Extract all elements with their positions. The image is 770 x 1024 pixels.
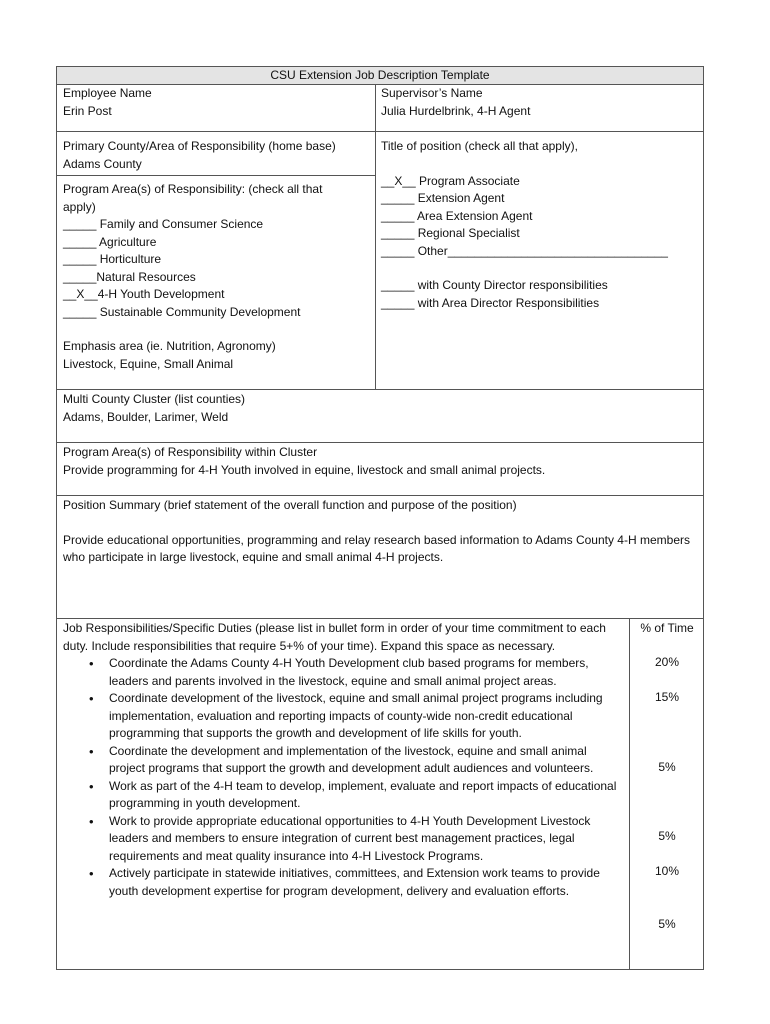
duty-item: • Actively participate in statewide initiatives, committees, and Extension work teams to provide youth development expertise for program development, delivery and evaluation efforts. bbox=[63, 865, 625, 900]
emphasis-value: Livestock, Equine, Small Animal bbox=[63, 356, 234, 371]
duty-item: • Coordinate development of the livestock, equine and small animal project programs including implementation, evaluation and reporting impacts of county-wide non-credit educational programming that supports the growth and development of life skills for youth. bbox=[63, 690, 625, 743]
position-title-item: _____ Extension Agent bbox=[381, 191, 505, 205]
duty-item: • Work as part of the 4-H team to develop, implement, evaluate and report impacts of educational programming in youth development. bbox=[63, 778, 625, 813]
duty-pct: 20% bbox=[654, 655, 680, 669]
primary-county-cell bbox=[63, 138, 371, 173]
program-area-item: _____ Horticulture bbox=[63, 252, 162, 266]
supervisor-cell bbox=[381, 85, 699, 120]
duty-item: • Coordinate the development and implementation of the livestock, equine and small animal project programs that support the growth and development adult audiences and volunteers. bbox=[63, 743, 625, 778]
divider bbox=[57, 389, 703, 390]
duty-pct: 5% bbox=[658, 917, 676, 931]
cluster-cell bbox=[63, 391, 699, 426]
cluster-areas-value: Provide programming for 4-H Youth involved in equine, livestock and small animal projects. bbox=[63, 462, 546, 477]
duty-item: • Work to provide appropriate educational opportunities to 4-H Youth Development Livestock leaders and members to ensure integration of current best management practices, legal requirements and meat quality insurance into 4-H Livestock Programs. bbox=[63, 813, 625, 866]
duty-pct: 10% bbox=[654, 864, 680, 878]
position-extra-item: _____ with Area Director Responsibilities bbox=[381, 295, 600, 310]
duties-list bbox=[63, 655, 625, 900]
position-title-item: _____ Area Extension Agent bbox=[381, 208, 533, 223]
position-title-cell bbox=[381, 138, 699, 312]
position-title-item: _____ Other_________________________________ bbox=[381, 243, 668, 258]
cluster-value: Adams, Boulder, Larimer, Weld bbox=[63, 409, 229, 424]
duties-label: Job Responsibilities/Specific Duties (please list in bullet form in order of your time commitment to each duty. Include responsibilities that require 5+% of your time). Expand this space as necessary. bbox=[63, 621, 606, 653]
program-area-item: _____ Sustainable Community Development bbox=[63, 304, 301, 319]
time-header: % of Time bbox=[640, 621, 694, 635]
duty-pct: 5% bbox=[658, 829, 676, 843]
program-areas-cell bbox=[63, 181, 355, 373]
employee-cell bbox=[63, 85, 373, 120]
cluster-areas-label: Program Area(s) of Responsibility within Cluster bbox=[63, 445, 318, 459]
position-title-item: __X__ Program Associate bbox=[381, 173, 520, 188]
duty-item: • Coordinate the Adams County 4-H Youth Development club based programs for members, leaders and parents involved in the livestock, equine and small animal project areas. bbox=[63, 655, 625, 690]
position-extra-item: _____ with County Director responsibilities bbox=[381, 278, 608, 292]
duty-pct: 15% bbox=[654, 690, 680, 704]
divider bbox=[375, 84, 376, 389]
duties-cell bbox=[63, 620, 625, 900]
program-area-item: __X__4-H Youth Development bbox=[63, 287, 225, 301]
employee-label: Employee Name bbox=[63, 86, 152, 100]
program-areas-label: Program Area(s) of Responsibility: (check all that apply) bbox=[63, 182, 323, 214]
position-title-item: _____ Regional Specialist bbox=[381, 226, 520, 240]
supervisor-label: Supervisor’s Name bbox=[381, 86, 483, 100]
divider bbox=[57, 442, 703, 443]
form-title: CSU Extension Job Description Template bbox=[57, 67, 703, 84]
job-description-form bbox=[56, 66, 704, 970]
divider bbox=[57, 175, 375, 176]
program-area-item: _____ Agriculture bbox=[63, 234, 157, 249]
time-column bbox=[630, 620, 704, 970]
employee-value: Erin Post bbox=[63, 103, 112, 118]
supervisor-value: Julia Hurdelbrink, 4-H Agent bbox=[381, 103, 531, 118]
divider bbox=[57, 495, 703, 496]
emphasis-label: Emphasis area (ie. Nutrition, Agronomy) bbox=[63, 339, 276, 353]
summary-value: Provide educational opportunities, programming and relay research based information to Adams County 4-H members who participate in large livestock, equine and small animal 4-H projects. bbox=[63, 532, 690, 564]
duty-pct: 5% bbox=[658, 760, 676, 774]
summary-label: Position Summary (brief statement of the overall function and purpose of the position) bbox=[63, 498, 517, 512]
primary-county-value: Adams County bbox=[63, 156, 142, 171]
position-title-label: Title of position (check all that apply), bbox=[381, 139, 578, 153]
cluster-areas-cell bbox=[63, 444, 699, 479]
cluster-label: Multi County Cluster (list counties) bbox=[63, 392, 246, 406]
program-area-item: _____ Family and Consumer Science bbox=[63, 217, 264, 231]
divider bbox=[57, 618, 703, 619]
summary-cell bbox=[63, 497, 693, 567]
divider bbox=[57, 131, 703, 132]
program-area-item: _____Natural Resources bbox=[63, 269, 196, 284]
primary-county-label: Primary County/Area of Responsibility (home base) bbox=[63, 139, 336, 153]
